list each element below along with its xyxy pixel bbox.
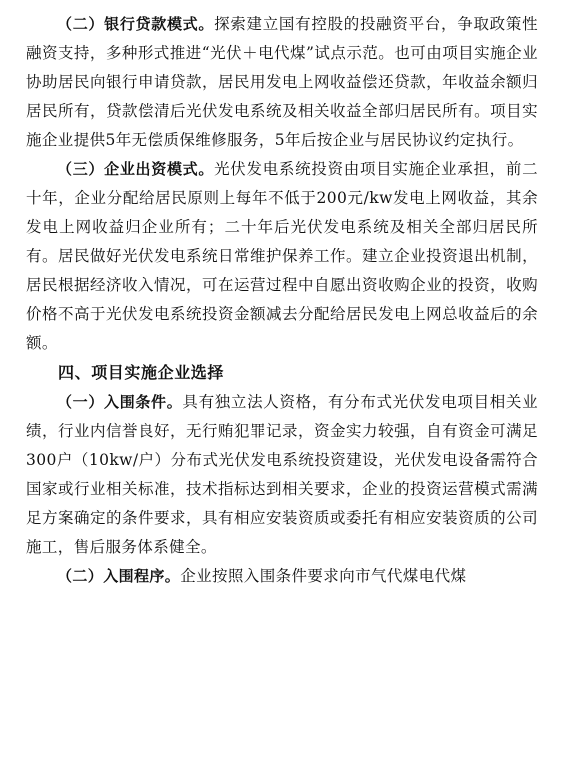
paragraph-lead: （三）企业出资模式。 [57, 160, 215, 178]
paragraph-admission-conditions [26, 388, 538, 562]
paragraph-admission-procedure [26, 562, 538, 591]
paragraph-body: 企业按照入围条件要求向市气代煤电代煤 [180, 567, 467, 585]
section-heading: 四、项目实施企业选择 [58, 363, 225, 382]
paragraph-body: 光伏发电系统投资由项目实施企业承担，前二十年，企业分配给居民原则上每年不低于200元/kw发电上网收益，其余发电上网收益归企业所有；二十年后光伏发电系统及相关全部归居民所有。居民做好光伏发电系统日常维护保养工作。建立企业投资退出机制，居民根据经济收入情况，可在运营过程中自愿出资收购企业的投资，收购价格不高于光伏发电系统投资金额减去分配给居民发电上网总收益后的余额。 [26, 160, 538, 352]
paragraph-lead: （二）银行贷款模式。 [57, 15, 215, 33]
paragraph-lead: （二）入围程序。 [57, 567, 181, 585]
paragraph-body: 探索建立国有控股的投融资平台，争取政策性融资支持，多种形式推进“光伏＋电代煤”试点示范。也可由项目实施企业协助居民向银行申请贷款，居民用发电上网收益偿还贷款，年收益余额归居民所有，贷款偿清后光伏发电系统及相关收益全部归居民所有。项目实施企业提供5年无偿质保维修服务，5年后按企业与居民协议约定执行。 [26, 15, 538, 149]
paragraph-bank-loan-mode [26, 10, 538, 155]
paragraph-lead: （一）入围条件。 [57, 393, 183, 411]
paragraph-enterprise-investment-mode [26, 155, 538, 358]
paragraph-body: 具有独立法人资格，有分布式光伏发电项目相关业绩，行业内信誉良好，无行贿犯罪记录，资金实力较强，自有资金可满足300户（10kw/户）分布式光伏发电系统投资建设，光伏发电设备需符合国家或行业相关标准，技术指标达到相关要求，企业的投资运营模式需满足方案确定的条件要求，具有相应安装资质或委托有相应安装资质的公司施工，售后服务体系健全。 [26, 393, 538, 556]
